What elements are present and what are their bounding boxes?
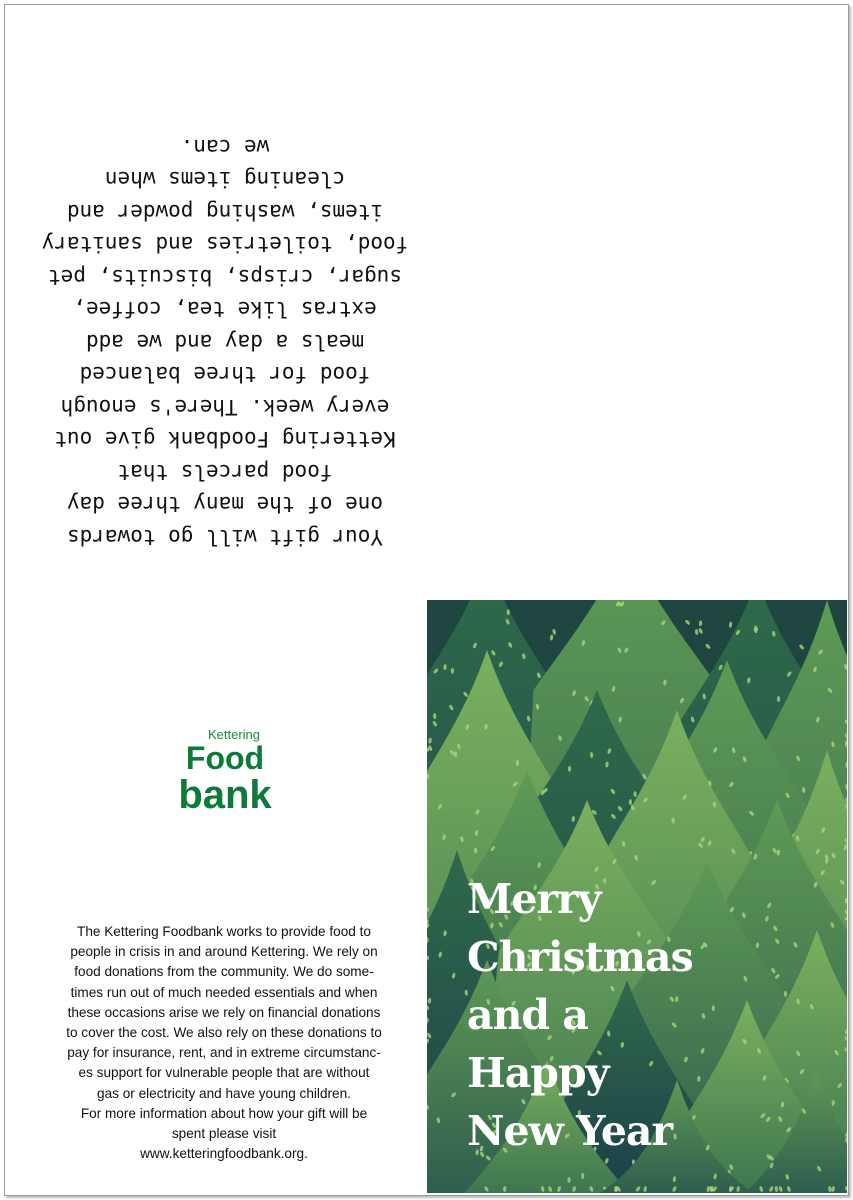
- greeting-line: Christmas: [467, 933, 693, 981]
- card-front: [427, 600, 847, 1193]
- about-line: people in crisis in and around Kettering. We rely on: [70, 944, 378, 960]
- about-text: [39, 922, 409, 1164]
- greeting-line: Merry: [467, 875, 601, 923]
- logo-bank: bank: [178, 773, 272, 817]
- message-line: food parcels that: [117, 460, 333, 484]
- about-line: pay for insurance, rent, and in extreme circumstanc-: [67, 1045, 381, 1061]
- greeting-text: [467, 870, 693, 1160]
- message-line: meals a day and we add: [85, 330, 365, 354]
- message-line: items, washing powder and: [66, 200, 384, 224]
- message-line: we can.: [180, 135, 270, 159]
- about-line: spent please visit: [171, 1126, 277, 1142]
- about-line: gas or electricity and have young children.: [97, 1085, 351, 1101]
- greeting-line: and a: [467, 991, 588, 1039]
- website-line: www.ketteringfoodbank.org.: [140, 1146, 308, 1162]
- greeting-line: New Year: [467, 1107, 673, 1155]
- logo-food: Food: [185, 740, 265, 776]
- about-line: The Kettering Foodbank works to provide food to: [77, 924, 371, 939]
- logo-kettering: Kettering: [207, 727, 261, 742]
- snow-speck: [507, 609, 510, 615]
- message-line: every week. There's enough: [60, 395, 390, 419]
- inside-message-upside-down: [35, 113, 415, 553]
- about-line: times run out of much needed essentials and when: [70, 984, 378, 1000]
- about-line: to cover the cost. We also rely on these donations to: [66, 1025, 382, 1041]
- message-line: food for three balanced: [79, 362, 371, 387]
- greeting-line: Happy: [467, 1049, 609, 1097]
- message-line: extras like tea, coffee,: [73, 297, 377, 322]
- foodbank-logo: [155, 727, 295, 816]
- about-line: es support for vulnerable people that are without: [78, 1065, 370, 1081]
- message-line: Your gift will go towards: [66, 525, 384, 549]
- about-line: these occasions arise we rely on financial donations: [67, 1004, 381, 1020]
- message-line: Kettering Foodbank give out: [54, 427, 396, 452]
- message-line: one of the many three day: [66, 492, 384, 517]
- message-line: sugar, crisps, biscuits, pet: [48, 265, 403, 289]
- about-line: food donations from the community. We do some-: [74, 964, 374, 980]
- about-line: For more information about how your gift will be: [80, 1105, 368, 1121]
- message-line: cleaning items when: [104, 167, 346, 192]
- message-line: food, toiletries and sanitary: [41, 232, 409, 257]
